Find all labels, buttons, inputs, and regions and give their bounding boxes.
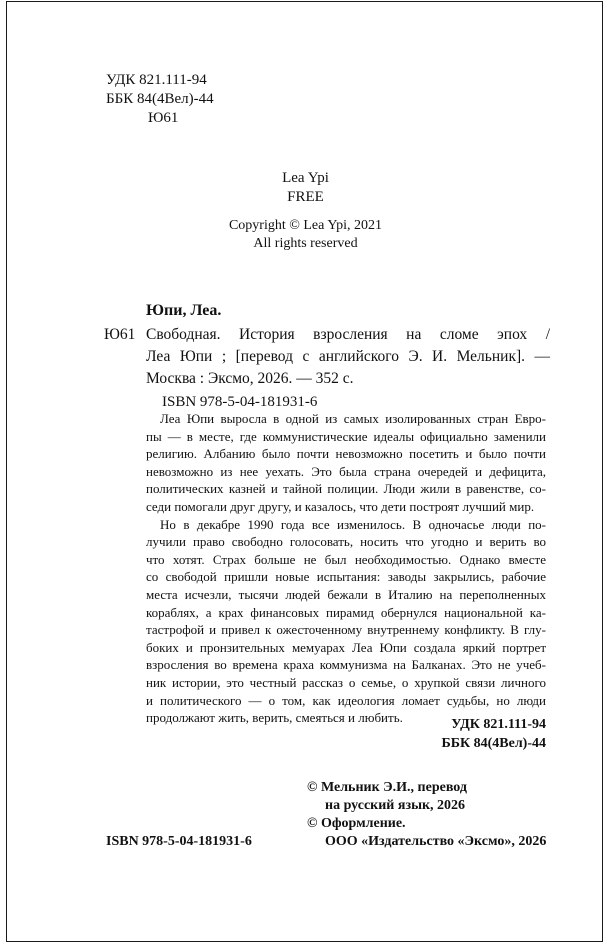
card-description-line: Леа Юпи ; [перевод с английского Э. И. Мельник]. — [146,348,550,365]
annotation-line: тастрофой и привел к ожесточенному внутреннему конфликту. В глу- [146,622,546,638]
copyright-line: Copyright © Lea Ypi, 2021 [228,218,383,233]
card-description-line: Свободная. История взросления на сломе эпох / [146,326,550,343]
annotation-line: взросления во времена краха коммунизма на Балканах. Это не учеб- [146,657,546,673]
design-copyright: © Оформление. [307,816,406,831]
annotation-line: седи помогали друг другу, и казалось, что дети построят лучший мир. [146,498,535,514]
annotation-line: места исчезли, тысячи людей бежали в Италию на переполненных [146,586,546,602]
annotation-line: боких и пронзительных мемуарах Леа Юпи создала яркий портрет [146,639,546,655]
bbk-code-bottom: ББК 84(4Вел)-44 [441,736,546,751]
annotation-line: продолжают жить, верить, смеяться и любить. [146,710,403,726]
annotation-line: религию. Албанию было почти невозможно посетить и было почти [146,446,546,462]
card-heading: Юпи, Леа. [146,302,222,319]
annotation [146,410,546,727]
annotation-line: что хотят. Страх больше не был необходимостью. Однако вместе [146,551,546,567]
translation-copyright-cont: на русский язык, 2026 [325,798,466,813]
card-description-line: Москва : Эксмо, 2026. — 352 с. [146,370,354,387]
annotation-line: пы — в месте, где коммунистические идеалы официально заменили [146,428,546,444]
author-mark-top: Ю61 [148,110,179,126]
annotation-line: политических казней и тайной полиции. Люди жили в равенстве, со- [146,481,546,497]
isbn-bottom: ISBN 978-5-04-181931-6 [106,834,252,849]
annotation-line: Но в декабре 1990 года все изменилось. В одночасье люди по- [160,516,546,532]
udk-code: УДК 821.111-94 [106,72,207,88]
card-isbn: ISBN 978-5-04-181931-6 [162,394,318,410]
udk-code-bottom: УДК 821.111-94 [451,717,546,732]
annotation-line: лучили право свободно голосовать, носить что угодно и верить во [146,534,546,550]
bbk-code: ББК 84(4Вел)-44 [106,91,214,107]
publisher-copyright: ООО «Издательство «Эксмо», 2026 [325,834,547,849]
original-author: Lea Ypi [282,170,329,186]
card-author-mark: Ю61 [104,326,136,343]
annotation-line: кораблях, а крах финансовых пирамид обернулся национальной ка- [146,604,546,620]
annotation-line: и политического — о том, как идеология ломает судьбы, но люди [146,692,546,708]
original-title: FREE [287,189,324,205]
annotation-line: ник истории, это честный рассказ о семье, о хрупкой связи личного [146,674,546,690]
annotation-line: со свободой пришли новые испытания: заводы закрылись, рабочие [146,569,546,585]
rights-line: All rights reserved [253,236,358,251]
annotation-line: невозможно из нее уехать. Это была страна очередей и дефицита, [146,463,546,479]
annotation-line: Леа Юпи выросла в одной из самых изолированных стран Евро- [160,411,546,426]
translation-copyright: © Мельник Э.И., перевод [307,780,467,795]
